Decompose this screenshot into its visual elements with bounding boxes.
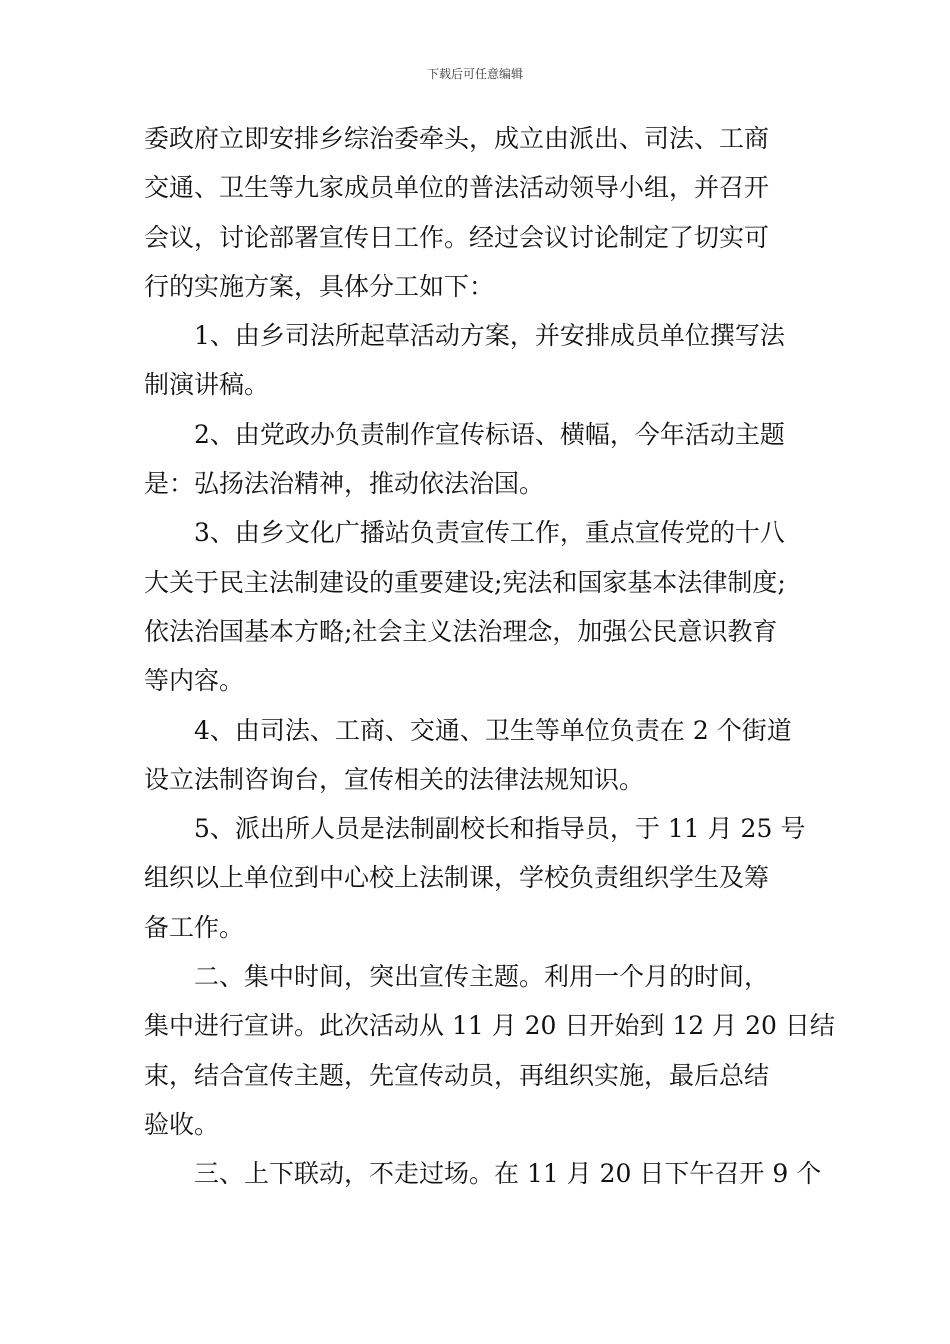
text-line: 制演讲稿。 [144, 370, 270, 400]
document-body [144, 124, 835, 1209]
text-line: 备工作。 [144, 912, 245, 942]
text-line: 大关于民主法制建设的重要建设;宪法和国家基本法律制度; [144, 567, 786, 597]
section-heading-2: 二、集中时间，突出宣传主题。利用一个月的时间， [194, 962, 770, 992]
text-line: 行的实施方案，具体分工如下： [144, 271, 495, 301]
text-line: 是：弘扬法治精神，推动依法治国。 [144, 469, 545, 499]
text-line: 等内容。 [144, 666, 245, 696]
text-line: 依法治国基本方略;社会主义法治理念，加强公民意识教育 [144, 616, 778, 646]
text-line: 集中进行宣讲。此次活动从 11 月 20 日开始到 12 月 20 日结 [144, 1011, 835, 1041]
text-line: 束，结合宣传主题，先宣传动员，再组织实施，最后总结 [144, 1060, 770, 1090]
list-item-2: 2、由党政办负责制作宣传标语、横幅，今年活动主题 [194, 419, 785, 449]
text-line: 会议，讨论部署宣传日工作。经过会议讨论制定了切实可 [144, 222, 770, 252]
page-header: 下载后可任意编辑 [426, 67, 523, 81]
text-line: 验收。 [144, 1109, 220, 1139]
text-line: 交通、卫生等九家成员单位的普法活动领导小组，并召开 [144, 173, 770, 203]
list-item-1: 1、由乡司法所起草活动方案，并安排成员单位撰写法 [194, 321, 785, 351]
list-item-3: 3、由乡文化广播站负责宣传工作，重点宣传党的十八 [194, 518, 785, 548]
text-line: 设立法制咨询台，宣传相关的法律法规知识。 [144, 764, 645, 794]
list-item-5: 5、派出所人员是法制副校长和指导员，于 11 月 25 号 [194, 814, 806, 844]
section-heading-3: 三、上下联动，不走过场。在 11 月 20 日下午召开 9 个 [194, 1159, 822, 1189]
text-line: 组织以上单位到中心校上法制课，学校负责组织学生及筹 [144, 863, 770, 893]
text-line: 委政府立即安排乡综治委牵头，成立由派出、司法、工商 [144, 124, 770, 153]
list-item-4: 4、由司法、工商、交通、卫生等单位负责在 2 个街道 [194, 715, 792, 745]
